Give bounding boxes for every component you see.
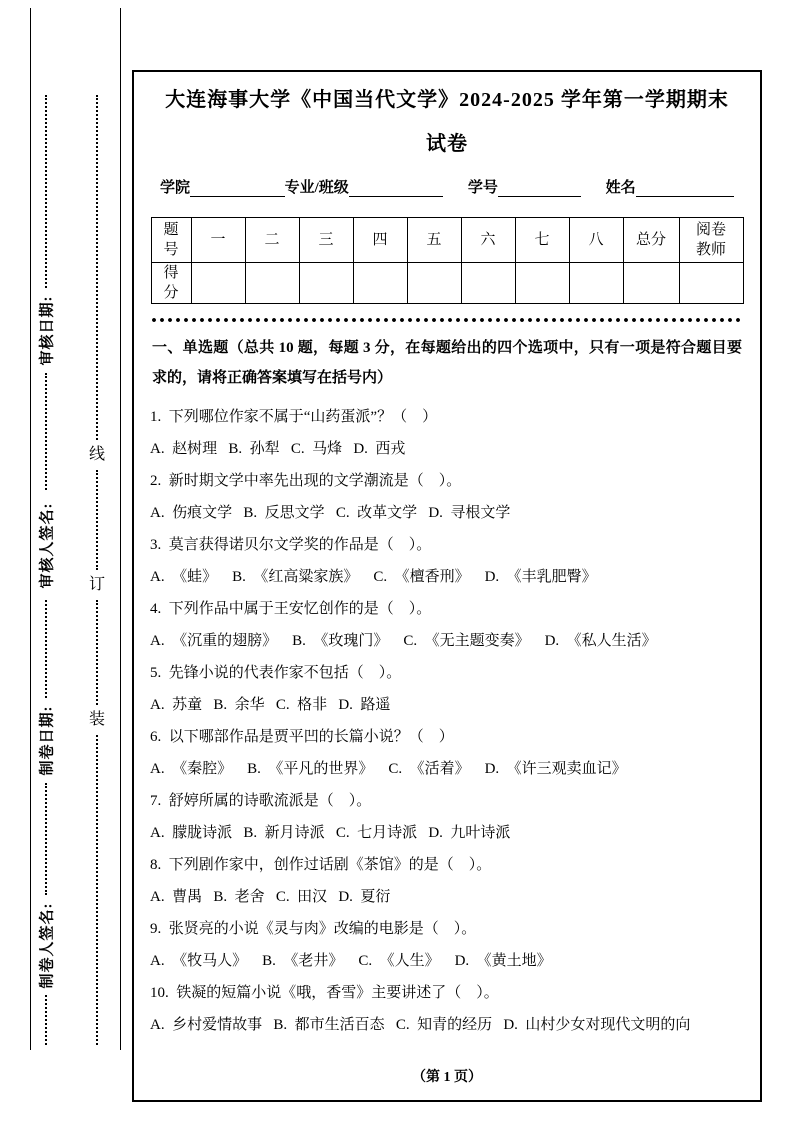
question-8 <box>150 849 744 913</box>
score-table-score-row <box>151 263 743 304</box>
seal-margin-outer-rule <box>30 8 31 1050</box>
question-number-header: 题号 <box>151 218 191 263</box>
question-text: 3. 莫言获得诺贝尔文学奖的作品是（ ）。 <box>150 537 432 553</box>
section-1-header: 一 <box>191 218 245 263</box>
name-blank <box>636 179 734 197</box>
dotted-leader <box>45 783 47 895</box>
dotted-leader <box>96 95 98 440</box>
seal-label-column <box>32 95 60 1045</box>
student-id-label: 学号 <box>467 180 498 196</box>
question-options: A. 曹禺 B. 老舍 C. 田汉 D. 夏衍 <box>150 889 391 905</box>
score-cell <box>191 263 245 304</box>
question-2 <box>150 465 744 529</box>
question-text: 10. 铁凝的短篇小说《哦，香雪》主要讲述了（ ）。 <box>150 985 499 1001</box>
question-options: A. 《蛙》 B. 《红高粱家族》 C. 《檀香刑》 D. 《丰乳肥臀》 <box>150 569 597 585</box>
question-4 <box>150 593 744 657</box>
question-7 <box>150 785 744 849</box>
question-3 <box>150 529 744 593</box>
score-cell <box>515 263 569 304</box>
question-options: A. 朦胧诗派 B. 新月诗派 C. 七月诗派 D. 九叶诗派 <box>150 825 511 841</box>
seal-label-box <box>32 288 60 373</box>
grader-header: 阅卷教师 <box>679 218 743 263</box>
student-id-blank <box>498 179 581 197</box>
exam-title: 大连海事大学《中国当代文学》2024-2025 学年第一学期期末试卷 <box>165 89 729 155</box>
name-label: 姓名 <box>605 180 636 196</box>
dotted-leader <box>96 470 98 570</box>
paper-maker-signature-label: 制卷人签名: <box>39 902 56 988</box>
total-score-header: 总分 <box>623 218 679 263</box>
major-class-label: 专业/班级 <box>284 180 349 196</box>
question-options: A. 《沉重的翅膀》 B. 《玫瑰门》 C. 《无主题变奏》 D. 《私人生活》 <box>150 633 657 649</box>
section-8-header: 八 <box>569 218 623 263</box>
question-options: A. 《秦腔》 B. 《平凡的世界》 C. 《活着》 D. 《许三观卖血记》 <box>150 761 627 777</box>
score-cell <box>461 263 515 304</box>
question-text: 8. 下列剧作家中，创作过话剧《茶馆》的是（ ）。 <box>150 857 492 873</box>
dotted-leader <box>45 600 47 698</box>
question-10 <box>150 977 744 1041</box>
score-table <box>151 217 744 304</box>
question-5 <box>150 657 744 721</box>
question-options: A. 苏童 B. 余华 C. 格非 D. 路遥 <box>150 697 391 713</box>
score-cell <box>407 263 461 304</box>
question-options: A. 乡村爱情故事 B. 都市生活百态 C. 知青的经历 D. 山村少女对现代文明的向 <box>150 1017 691 1033</box>
score-cell <box>245 263 299 304</box>
student-info-row <box>150 176 744 197</box>
major-class-blank <box>349 179 444 197</box>
section-7-header: 七 <box>515 218 569 263</box>
question-text: 1. 下列哪位作家不属于“山药蛋派”？（ ） <box>150 409 438 425</box>
seal-margin-inner-rule <box>120 8 121 1050</box>
score-cell <box>679 263 743 304</box>
question-9 <box>150 913 744 977</box>
question-text: 4. 下列作品中属于王安忆创作的是（ ）。 <box>150 601 432 617</box>
score-cell <box>623 263 679 304</box>
college-blank <box>190 179 285 197</box>
binding-line-column <box>88 95 106 1045</box>
section-one-intro: 一、单选题（总共 10 题，每题 3 分，在每题给出的四个选项中，只有一项是符合题目要求的，请将正确答案填写在括号内） <box>152 340 742 386</box>
question-6 <box>150 721 744 785</box>
seal-label-box <box>32 698 60 783</box>
binding-char-staple: 订 <box>88 576 105 593</box>
question-text: 2. 新时期文学中率先出现的文学潮流是（ ）。 <box>150 473 462 489</box>
college-label: 学院 <box>160 180 191 196</box>
binding-char-bind: 装 <box>88 711 105 728</box>
question-1 <box>150 401 744 465</box>
question-options: A. 赵树理 B. 孙犁 C. 马烽 D. 西戎 <box>150 441 406 457</box>
section-6-header: 六 <box>461 218 515 263</box>
exam-content-box <box>132 70 762 1102</box>
section-5-header: 五 <box>407 218 461 263</box>
score-table-header-row <box>151 218 743 263</box>
question-text: 6. 以下哪部作品是贾平凹的长篇小说？（ ） <box>150 729 454 745</box>
score-cell <box>569 263 623 304</box>
review-date-label: 审核日期: <box>39 295 56 366</box>
dotted-leader <box>96 600 98 705</box>
seal-label-box <box>32 895 60 995</box>
question-list <box>150 401 744 1041</box>
question-text: 7. 舒婷所属的诗歌流派是（ ）。 <box>150 793 372 809</box>
paper-making-date-label: 制卷日期: <box>39 705 56 776</box>
section-3-header: 三 <box>299 218 353 263</box>
binding-char-line: 线 <box>88 446 105 463</box>
page-number: （第 1 页） <box>412 1070 482 1085</box>
score-cell <box>353 263 407 304</box>
dotted-leader <box>45 95 47 288</box>
dotted-leader <box>45 995 47 1045</box>
dotted-separator <box>150 317 744 323</box>
score-row-label: 得分 <box>151 263 191 304</box>
reviewer-signature-label: 审核人签名: <box>39 502 56 588</box>
section-2-header: 二 <box>245 218 299 263</box>
dotted-leader <box>96 735 98 1045</box>
section-4-header: 四 <box>353 218 407 263</box>
question-text: 5. 先锋小说的代表作家不包括（ ）。 <box>150 665 402 681</box>
question-options: A. 《牧马人》 B. 《老井》 C. 《人生》 D. 《黄土地》 <box>150 953 552 969</box>
seal-label-box <box>32 490 60 600</box>
score-cell <box>299 263 353 304</box>
question-text: 9. 张贤亮的小说《灵与肉》改编的电影是（ ）。 <box>150 921 477 937</box>
dotted-leader <box>45 373 47 490</box>
question-options: A. 伤痕文学 B. 反思文学 C. 改革文学 D. 寻根文学 <box>150 505 511 521</box>
